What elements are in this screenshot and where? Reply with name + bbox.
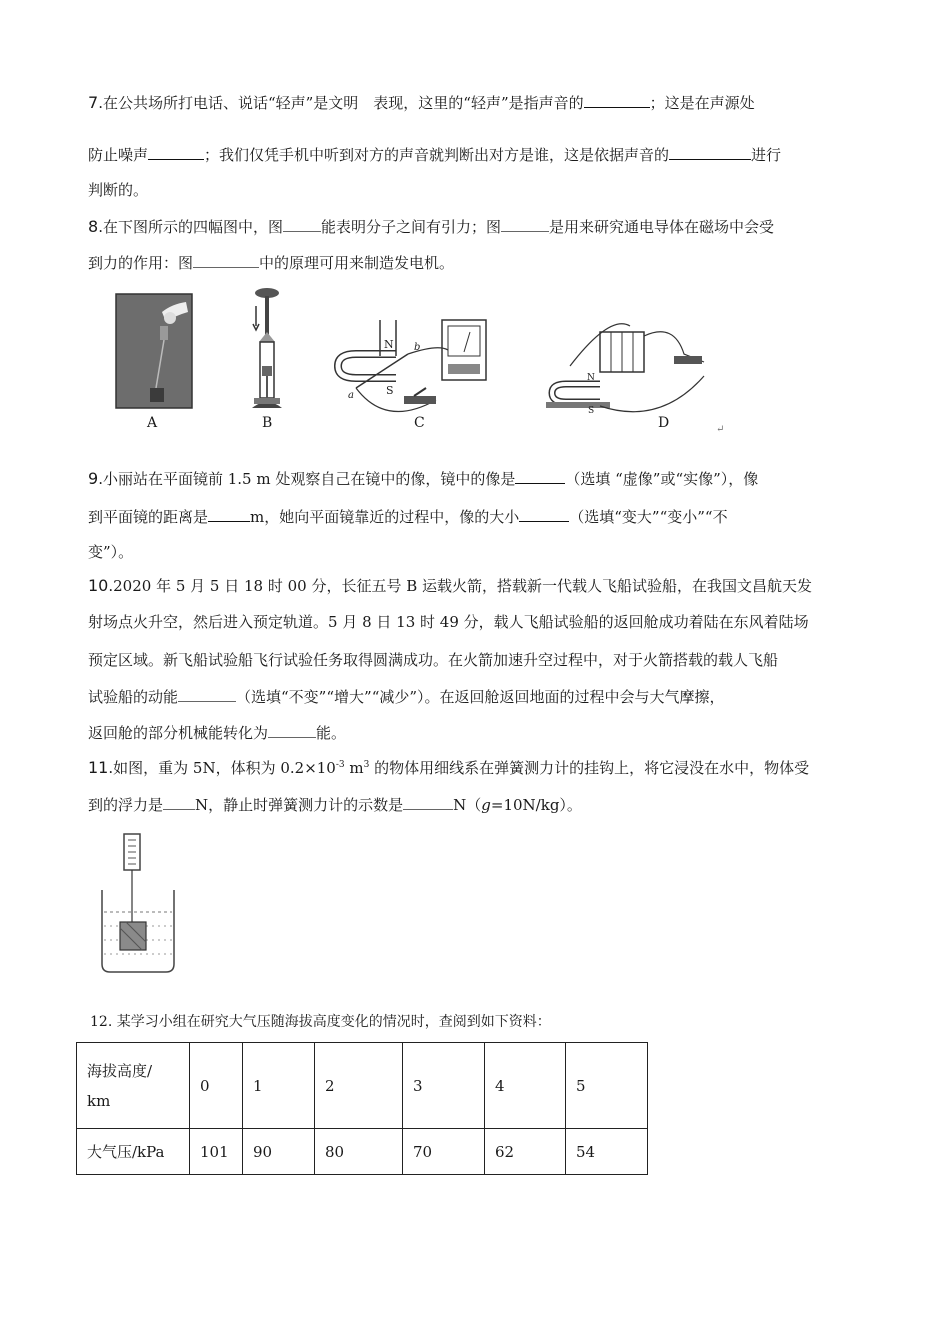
table-row-pressure xyxy=(77,1129,648,1175)
q10-number: 10 xyxy=(88,576,109,595)
q12-intro: 12. 某学习小组在研究大气压随海拔高度变化的情况时，查阅到如下资料： xyxy=(90,1014,551,1030)
altitude-pressure-table xyxy=(76,1042,648,1175)
q7-blank-1[interactable] xyxy=(584,92,650,108)
q9-blank-2[interactable] xyxy=(208,506,250,522)
q8-blank-3[interactable] xyxy=(193,252,259,268)
table-header-altitude: 海拔高度/ km xyxy=(77,1043,190,1129)
figure-d-battery-circuit xyxy=(540,316,716,416)
q11-number: 11 xyxy=(88,758,109,777)
figure-a-lead-cylinders xyxy=(112,292,196,412)
q11-line-1: 11.如图，重为 5N，体积为 $0.2\times 10^{-3}$ $m^3$ 的物体用细线系在弹簧测力计的挂钩上，将它浸没在水中，物体受 xyxy=(88,758,810,777)
table-cell: 101 xyxy=(190,1129,243,1175)
table-cell: 62 xyxy=(485,1129,566,1175)
table-cell: 54 xyxy=(566,1129,648,1175)
q7-line-2: 防止噪声 ；我们仅凭手机中听到对方的声音就判断出对方是谁，这是依据声音的 进行 xyxy=(88,146,782,164)
figure-c-s-label: S xyxy=(386,384,394,397)
figure-c-n-label: N xyxy=(384,338,394,351)
figure-c-a-label: a xyxy=(348,390,354,401)
table-cell: 2 xyxy=(315,1043,403,1129)
figure-a-label: A xyxy=(147,415,158,431)
q10-line-1: 10.2020 年 5 月 5 日 18 时 00 分，长征五号 B 运载火箭，搭载新一代载人飞船试验船，在我国文昌航天发 xyxy=(88,576,813,595)
q7-line-3: 判断的。 xyxy=(88,181,149,199)
q8-line-2: 到力的作用：图 中的原理可用来制造发电机。 xyxy=(88,254,455,272)
figure-c-magnet-galvanometer xyxy=(334,318,494,418)
table-cell: 90 xyxy=(243,1129,315,1175)
table-cell: 0 xyxy=(190,1043,243,1129)
q10-line-5: 返回舱的部分机械能转化为 能。 xyxy=(88,724,347,742)
figure-d-n-label: N xyxy=(587,373,595,383)
q8-blank-1[interactable] xyxy=(283,216,321,232)
q9-line-3: 变”）。 xyxy=(88,543,134,561)
table-cell: 80 xyxy=(315,1129,403,1175)
paragraph-mark: ↵ xyxy=(716,424,725,435)
figure-c-label: C xyxy=(414,415,425,431)
q8-line-1: 8.在下图所示的四幅图中，图 能表明分子之间有引力；图 是用来研究通电导体在磁场中会受 xyxy=(88,217,774,236)
q7-blank-2[interactable] xyxy=(148,144,204,160)
q7-line-1: 7.在公共场所打电话、说话“轻声”是文明 表现，这里的“轻声”是指声音的 ；这是在声源处 xyxy=(88,93,755,112)
q7-number: 7 xyxy=(88,93,99,112)
q10-line-2: 射场点火升空，然后进入预定轨道。5 月 8 日 13 时 49 分，载人飞船试验船的返回舱成功着陆在东风着陆场 xyxy=(88,613,809,631)
q11-blank-2[interactable] xyxy=(403,794,453,810)
figure-d-label: D xyxy=(658,415,670,431)
q9-blank-3[interactable] xyxy=(519,506,569,522)
q9-blank-1[interactable] xyxy=(515,468,565,484)
q10-blank-2[interactable] xyxy=(268,722,316,738)
table-cell: 4 xyxy=(485,1043,566,1129)
q8-blank-2[interactable] xyxy=(501,216,549,232)
table-header-pressure: 大气压/kPa xyxy=(77,1129,190,1175)
table-cell: 3 xyxy=(403,1043,485,1129)
q9-number: 9 xyxy=(88,469,99,488)
table-cell: 70 xyxy=(403,1129,485,1175)
table-cell: 5 xyxy=(566,1043,648,1129)
figure-b-tube-apparatus xyxy=(244,284,290,416)
q10-line-4: 试验船的动能 （选填“不变”“增大”“减少”）。在返回舱返回地面的过程中会与大气摩擦， xyxy=(88,688,725,706)
q11-line-2: 到的浮力是 N，静止时弹簧测力计的示数是 N（g=10N/kg）。 xyxy=(88,796,582,814)
figure-b-label: B xyxy=(262,415,273,431)
figure-spring-scale-beaker xyxy=(92,830,184,976)
q7-blank-3[interactable] xyxy=(669,144,751,160)
q8-number: 8 xyxy=(88,217,99,236)
q11-blank-1[interactable] xyxy=(163,794,195,810)
q9-line-1: 9.小丽站在平面镜前 1.5 m 处观察自己在镜中的像，镜中的像是 （选填 “虚像”或“实像”），像 xyxy=(88,469,759,488)
q10-line-3: 预定区域。新飞船试验船飞行试验任务取得圆满成功。在火箭加速升空过程中，对于火箭搭载的载人飞船 xyxy=(88,651,779,669)
table-row-altitude xyxy=(77,1043,648,1129)
figure-d-s-label: S xyxy=(588,406,595,416)
q10-blank-1[interactable] xyxy=(178,686,236,702)
figure-c-b-label: b xyxy=(414,342,421,353)
table-cell: 1 xyxy=(243,1043,315,1129)
q9-line-2: 到平面镜的距离是 m，她向平面镜靠近的过程中，像的大小 （选填“变大”“变小”“不 xyxy=(88,508,728,526)
